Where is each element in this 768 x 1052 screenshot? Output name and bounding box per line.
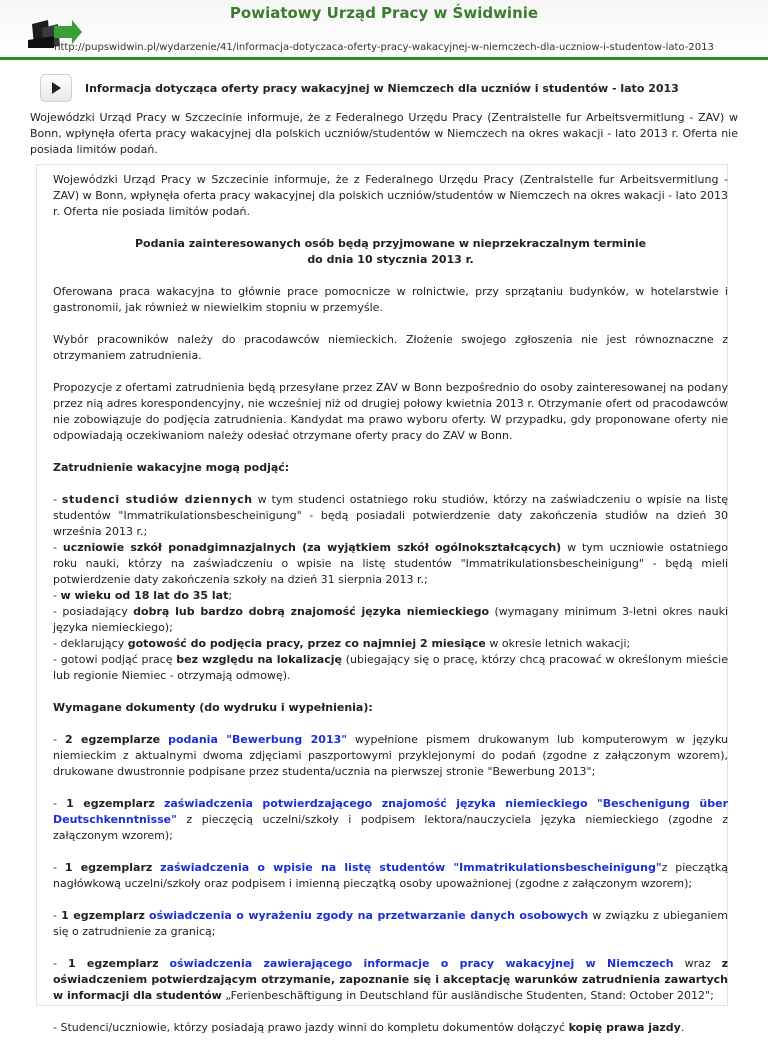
document-item: - Studenci/uczniowie, którzy posiadają prawo jazdy winni do kompletu dokumentów dołączyć kopię prawa jazdy. — [53, 1021, 685, 1034]
header-divider — [0, 57, 768, 60]
language-certificate-link[interactable]: zaświadczenia potwierdzającego znajomość języka niemieckiego "Beschenigung über Deutschkenntnisse" — [53, 797, 728, 826]
article-header — [0, 72, 768, 110]
enrollment-certificate-link[interactable]: zaświadczenia o wpisie na listę studentów "Immatrikulationsbescheinigung" — [160, 861, 662, 874]
eligible-item: - uczniowie szkół ponadgimnazjalnych (za wyjątkiem szkół ogólnokształcących) w tym uczniowie ostatniego roku nauki, którzy na zaświadczeniu o wpisie na listę studentów "Immatrikulationsbescheinigung" - będą mieli potwierdzenie daty zakończenia szkoły na dzień 31 sierpnia 2013 r.; — [53, 541, 728, 586]
data-consent-link[interactable]: oświadczenia o wyrażeniu zgody na przetwarzanie danych osobowych — [149, 909, 589, 922]
article-intro: Wojewódzki Urząd Pracy w Szczecinie informuje, że z Federalnego Urzędu Pracy (Zentralstelle fur Arbeitsvermitlung - ZAV) w Bonn, wpłynęła oferta pracy wakacyjnej dla polskich uczniów/studentów w Niemczech na okres wakacji - lato 2013 r. Oferta nie posiada limitów podań. — [30, 111, 738, 156]
content-paragraph: Wojewódzki Urząd Pracy w Szczecinie informuje, że z Federalnego Urzędu Pracy (Zentralstelle fur Arbeitsvermitlung - ZAV) w Bonn, wpłynęła oferta pracy wakacyjnej dla polskich uczniów/studentów w Niemczech na okres wakacji - lato 2013 r. Oferta nie posiada limitów podań. — [53, 173, 728, 218]
deadline-line-2: do dnia 10 stycznia 2013 r. — [307, 253, 474, 266]
eligible-item: - posiadający dobrą lub bardzo dobrą znajomość języka niemieckiego (wymagany minimum 3-letni okres nauki języka niemieckiego); — [53, 605, 728, 634]
deadline-line-1: Podania zainteresowanych osób będą przyjmowane w nieprzekraczalnym terminie — [134, 237, 647, 250]
arrow-button[interactable] — [40, 74, 72, 102]
eligible-heading: Zatrudnienie wakacyjne mogą podjąć: — [53, 461, 290, 474]
eligible-item: - w wieku od 18 lat do 35 lat; — [53, 589, 233, 602]
document-item: - 1 egzemplarz oświadczenia zawierającego informacje o pracy wakacyjnej w Niemczech wraz z oświadczeniem potwierdzającym otrzymanie, zapoznanie się i akceptację warunków zatrudnienia zawartych w informacji dla studentów „Ferienbeschäftigung in Deutschland für ausländische Studenten, Stand: October 2012"; — [53, 957, 729, 1002]
eligible-item: - studenci studiów dziennych w tym studenci ostatniego roku studiów, którzy na zaświadczeniu o wpisie na listę studentów "Immatrikulationsbescheinigung" - będą posiadali potwierdzenie daty zakończenia studiów na dzień 30 września 2013 r.; — [53, 493, 728, 538]
deadline-notice — [53, 236, 728, 268]
document-item: - 2 egzemplarze podania "Bewerbung 2013" wypełnione pismem drukowanym lub komputerowym w języku niemieckim z aktualnymi dwoma zdjęciami paszportowymi przyklejonymi do podań (zgodne z załączonym wzorem), drukowane dwustronnie podpisane przez studenta/ucznia na pierwszej stronie "Bewerbung 2013"; — [53, 733, 729, 778]
eligible-item: - gotowi podjąć pracę bez względu na lokalizację (ubiegający się o pracę, którzy chcą pracować w określonym mieście lub regionie Niemiec - otrzymają odmowę). — [53, 653, 729, 682]
play-arrow-icon — [41, 75, 71, 101]
eligible-item: - deklarujący gotowość do podjęcia pracy, przez co najmniej 2 miesiące w okresie letnich wakacji; — [53, 637, 631, 650]
content-paragraph: Oferowana praca wakacyjna to głównie prace pomocnicze w rolnictwie, przy sprzątaniu budynków, w hotelarstwie i gastronomii, jak również w niewielkim stopniu w przemyśle. — [53, 285, 728, 314]
work-info-link[interactable]: oświadczenia zawierającego informacje o pracy wakacyjnej w Niemczech — [169, 957, 674, 970]
site-title: Powiatowy Urząd Pracy w Świdwinie — [229, 4, 539, 22]
content-paragraph: Wybór pracowników należy do pracodawców niemieckich. Złożenie swojego zgłoszenia nie jest równoznaczne z otrzymaniem zatrudnienia. — [53, 333, 728, 362]
page-url[interactable]: http://pupswidwin.pl/wydarzenie/41/informacja-dotyczaca-oferty-pracy-wakacyjnej-w-niemczech-dla-uczniow-i-studentow-lato-2013 — [54, 42, 714, 53]
document-item: - 1 egzemplarz zaświadczenia potwierdzającego znajomość języka niemieckiego "Beschenigung über Deutschkenntnisse" z pieczęcią uczelni/szkoły i podpisem lektora/nauczyciela języka niemieckiego (zgodne z załączonym wzorem); — [53, 797, 728, 842]
site-header — [0, 0, 768, 58]
article-title: Informacja dotycząca oferty pracy wakacyjnej w Niemczech dla uczniów i studentów - lato 2013 — [85, 82, 679, 95]
document-item: - 1 egzemplarz oświadczenia o wyrażeniu zgody na przetwarzanie danych osobowych w związku z ubieganiem się o zatrudnienie za granicą; — [53, 909, 728, 938]
documents-heading: Wymagane dokumenty (do wydruku i wypełnienia): — [53, 701, 373, 714]
content-paragraph: Propozycje z ofertami zatrudnienia będą przesyłane przez ZAV w Bonn bezpośrednio do osoby zainteresowanej na podany przez nią adres korespondencyjny, nie wcześniej niż od drugiej połowy kwietnia 2013 r. Otrzymanie ofert od pracodawców nie zobowiązuje do podjęcia zatrudnienia. Kandydat ma prawo wyboru oferty. W przypadku, gdy proponowane oferty nie odpowiadają oczekiwaniom należy odesłać otrzymane oferty pracy do ZAV w Bonn. — [53, 381, 728, 442]
article-content — [53, 172, 728, 1052]
eligible-list — [53, 492, 728, 684]
document-item: - 1 egzemplarz zaświadczenia o wpisie na listę studentów "Immatrikulationsbescheinigung"z pieczątką nagłówkową uczelni/szkoły oraz podpisem i imienną pieczątką osoby upoważnionej (zgodne z załączonym wzorem); — [53, 861, 729, 890]
bewerbung-link[interactable]: podania "Bewerbung 2013" — [168, 733, 347, 746]
